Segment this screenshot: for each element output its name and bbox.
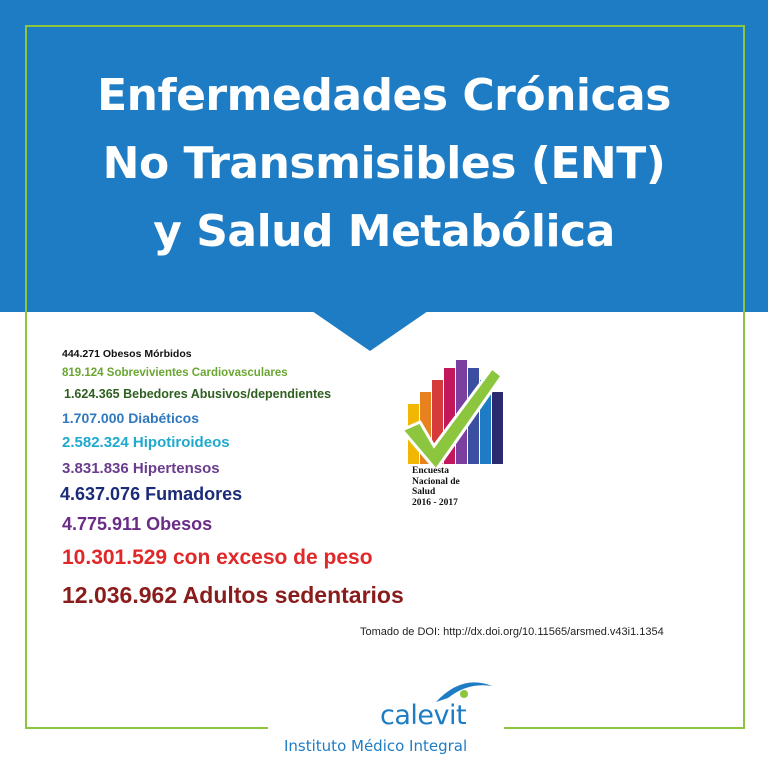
stat-label: Bebedores Abusivos/dependientes	[123, 387, 332, 401]
stat-label: Diabéticos	[128, 410, 199, 426]
encuesta-line-3: Salud	[412, 487, 436, 497]
stat-value: 2.582.324	[62, 434, 129, 451]
stat-value: 444.271	[62, 348, 100, 360]
stat-bebedores	[64, 387, 331, 401]
stat-value: 1.707.000	[62, 410, 125, 426]
stat-value: 1.624.365	[64, 387, 120, 401]
stat-label: con exceso de peso	[172, 546, 373, 569]
title-line-2: No Transmisibles (ENT)	[102, 138, 666, 189]
stat-label: Hipotiroideos	[132, 434, 230, 451]
title-line-1: Enfermedades Crónicas	[97, 70, 671, 121]
stat-value: 4.775.911	[62, 514, 142, 534]
stat-label: Obesos	[146, 514, 213, 534]
stat-label: Obesos Mórbidos	[102, 348, 192, 360]
stat-hipertensos	[62, 460, 220, 477]
stat-value: 4.637.076	[60, 484, 141, 504]
stat-label: Fumadores	[145, 484, 243, 504]
stat-hipotiroideos	[62, 434, 230, 451]
stat-diabeticos	[62, 410, 199, 426]
stat-value: 10.301.529	[62, 546, 168, 569]
stat-label: Hipertensos	[132, 460, 220, 477]
encuesta-caption	[412, 466, 460, 508]
stat-value: 819.124	[62, 367, 104, 379]
stat-label: Sobrevivientes Cardiovasculares	[106, 367, 288, 379]
stat-exceso-peso	[62, 546, 373, 570]
stat-value: 3.831.836	[62, 460, 129, 477]
stat-obesos-morbidos	[62, 348, 192, 360]
title-line-3: y Salud Metabólica	[153, 206, 615, 257]
encuesta-line-1: Encuesta	[412, 466, 449, 476]
brand-subtitle: Instituto Médico Integral	[284, 737, 468, 755]
stat-value: 12.036.962	[62, 582, 178, 608]
stat-fumadores	[60, 484, 242, 505]
stat-obesos	[62, 514, 212, 535]
encuesta-line-2: Nacional de	[412, 476, 460, 487]
logo-bar	[492, 392, 503, 464]
brand-name: calevit	[380, 700, 467, 731]
stat-label: Adultos sedentarios	[182, 582, 404, 608]
stat-sobrevivientes	[62, 367, 288, 379]
source-citation: Tomado de DOI: http://dx.doi.org/10.11565/arsmed.v43i1.1354	[360, 626, 664, 638]
page-title	[30, 62, 738, 266]
brand-block	[268, 652, 504, 768]
stat-sedentarios	[62, 582, 404, 609]
encuesta-line-4: 2016 - 2017	[412, 497, 458, 508]
